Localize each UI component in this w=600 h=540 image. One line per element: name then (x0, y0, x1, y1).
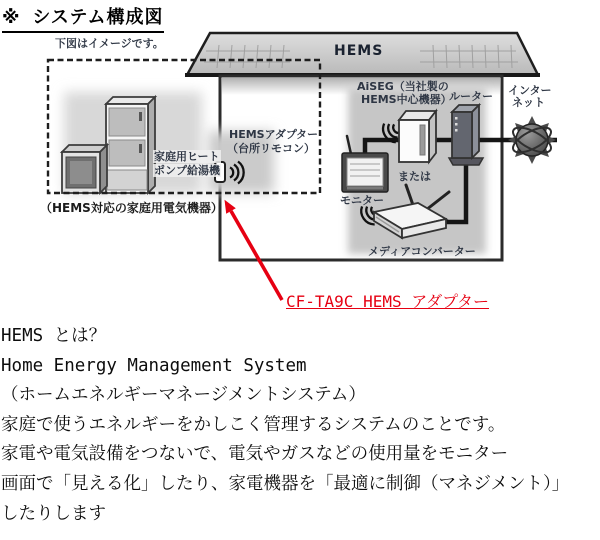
hems-adapter-label: （台所リモコン） (227, 142, 315, 155)
internet-label: ネット (512, 96, 545, 109)
body-line: （ホームエネルギーマネージメントシステム） (1, 385, 366, 406)
body-line: Home Energy Management System (1, 355, 307, 376)
diagram-note: 下図はイメージです。 (55, 37, 164, 50)
monitor-label: モニター (340, 194, 384, 207)
body-line: HEMS とは？ (1, 326, 107, 346)
router-label: ルーター (449, 90, 493, 103)
heat-pump-label: 家庭用ヒート (154, 150, 220, 163)
body-line: 家電や電気設備をつないで、電気やガスなどの使用量をモニター (1, 444, 509, 465)
adapter-callout-link: CF-TA9C HEMS アダプター (286, 292, 489, 311)
heat-pump-illustration (62, 145, 107, 193)
internet-globe-icon (508, 116, 556, 164)
hems-adapter-label: HEMSアダプター (229, 128, 319, 141)
aiseg-label: AiSEG（当社製の (357, 80, 449, 93)
body-line: 画面で「見える化」したり、家電機器を「最適に制御（マネジメント）」 (1, 473, 570, 494)
appliance-group-caption: （HEMS対応の家庭用電気機器） (40, 201, 223, 215)
page-title: ※ システム構成図 (2, 3, 164, 33)
refrigerator-illustration (106, 97, 155, 193)
media-converter-label: メディアコンバーター (368, 245, 476, 258)
heat-pump-label: ポンプ給湯機 (154, 164, 220, 177)
body-line: 家庭で使うエネルギーをかしこく管理するシステムのことです。 (1, 414, 506, 435)
roof-hems-label: HEMS (334, 43, 384, 59)
or-label: または (398, 170, 431, 183)
body-text (1, 322, 599, 529)
aiseg-label: HEMS中心機器） (361, 93, 452, 106)
body-line: したりします (1, 503, 106, 524)
internet-label: インター (508, 84, 552, 97)
